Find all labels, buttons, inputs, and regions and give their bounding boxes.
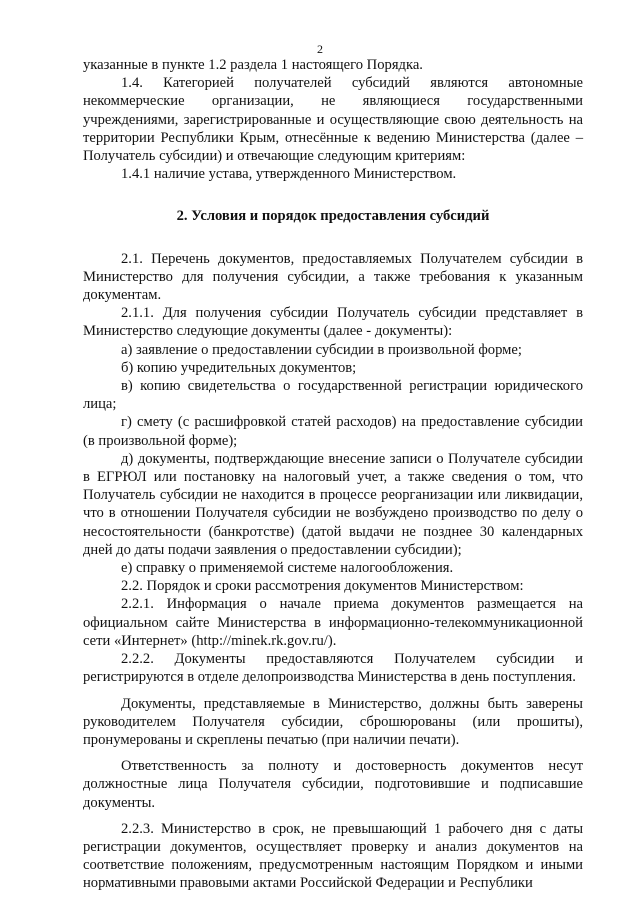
paragraph: 2.2.2. Документы предоставляются Получателем субсидии и регистрируются в отделе делопроизводства Министерства в день поступления. bbox=[83, 651, 583, 686]
list-item: г) смету (с расшифровкой статей расходов) на предоставление субсидии (в произвольной форме); bbox=[83, 414, 583, 449]
paragraph: 2.1.1. Для получения субсидии Получатель субсидии представляет в Министерство следующие документы (далее - документы): bbox=[83, 305, 583, 340]
paragraph: указанные в пункте 1.2 раздела 1 настоящего Порядка. bbox=[83, 57, 423, 73]
page-number: 2 bbox=[317, 42, 323, 56]
paragraph: 2.2.1. Информация о начале приема документов размещается на официальном сайте Министерства в информационно-телекоммуникационной сети «Интернет» (http://minek.rk.gov.ru/). bbox=[83, 596, 583, 649]
paragraph: Ответственность за полноту и достоверность документов несут должностные лица Получателя субсидии, подготовившие и подписавшие документы. bbox=[83, 758, 583, 811]
section-heading: 2. Условия и порядок предоставления субсидий bbox=[176, 208, 490, 225]
paragraph: Документы, представляемые в Министерство, должны быть заверены руководителем Получателя субсидии, сброшюрованы (или прошиты), пронумерованы и скреплены печатью (при наличии печати). bbox=[83, 695, 583, 748]
paragraph: 1.4. Категорией получателей субсидий являются автономные некоммерческие организации, не являющиеся государственными учреждениями, зарегистрированные и осуществляющие свою деятельность на территории Республики Крым, отнесённые к ведению Министерства (далее – Получатель субсидии) и отвечающие следующим критериям: bbox=[83, 75, 583, 165]
list-item: а) заявление о предоставлении субсидии в произвольной форме; bbox=[121, 341, 522, 358]
list-item: е) справку о применяемой системе налогообложения. bbox=[121, 560, 454, 577]
list-item: б) копию учредительных документов; bbox=[121, 359, 357, 376]
paragraph: 2.2. Порядок и сроки рассмотрения документов Министерством: bbox=[121, 578, 524, 595]
list-item: в) копию свидетельства о государственной регистрации юридического лица; bbox=[83, 378, 583, 413]
paragraph: 2.1. Перечень документов, предоставляемых Получателем субсидии в Министерство для получения субсидии, а также требования к указанным документам. bbox=[83, 250, 583, 304]
list-item: д) документы, подтверждающие внесение записи о Получателе субсидии в ЕГРЮЛ или постановку на налоговый учет, а также сведения о том, что Получатель субсидии не находится в процессе реорганизации или ликвидации, что в отношении Получателя субсидии не возбуждено производство по делу о несостоятельности (банкротстве) (датой выдачи не позднее 30 календарных дней до даты подачи заявления о предоставлении субсидии); bbox=[83, 450, 583, 558]
document-body bbox=[83, 56, 583, 893]
paragraph: 2.2.3. Министерство в срок, не превышающий 1 рабочего дня с даты регистрации документов, осуществляет проверку и анализ документов на соответствие положениям, предусмотренным настоящим Порядком и иными нормативными правовыми актами Российской Федерации и Республики bbox=[83, 820, 583, 892]
paragraph: 1.4.1 наличие устава, утвержденного Министерством. bbox=[121, 166, 457, 183]
